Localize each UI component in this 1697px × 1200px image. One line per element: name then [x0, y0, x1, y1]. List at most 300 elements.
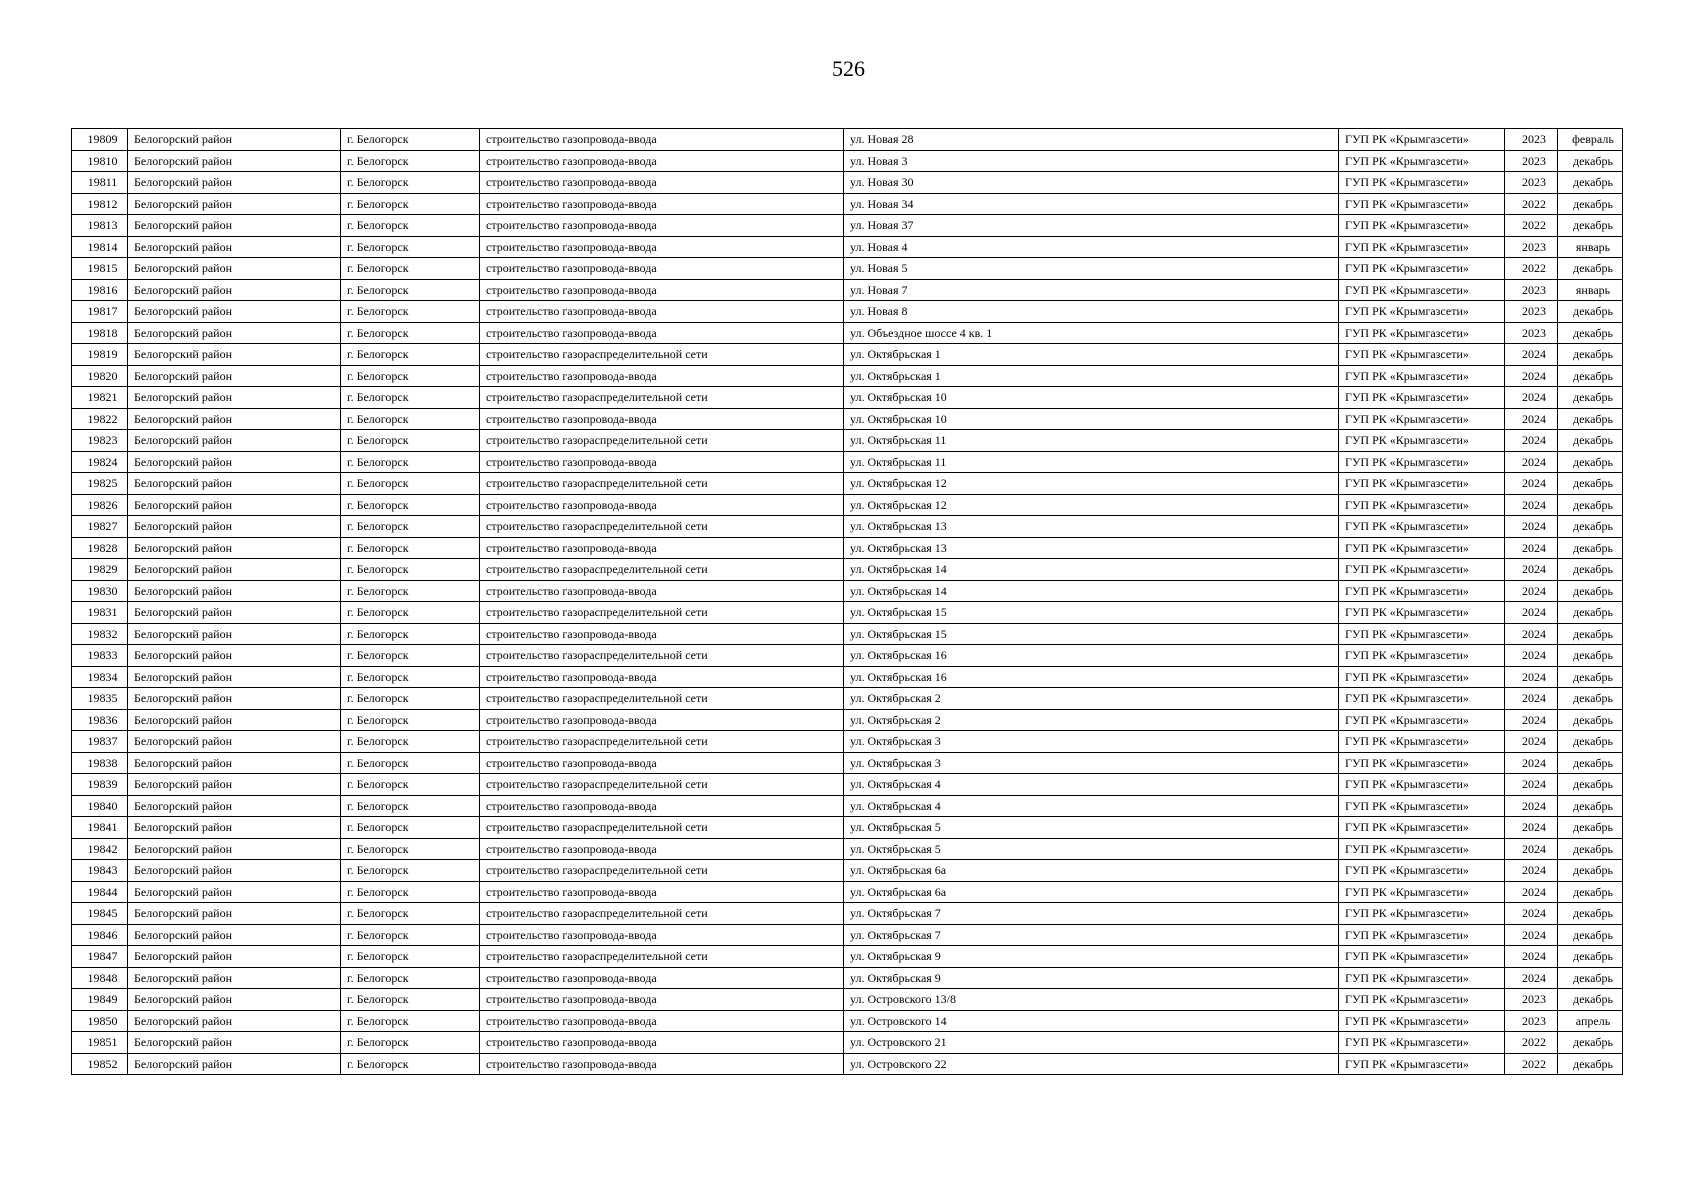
- cell-year: 2024: [1505, 924, 1558, 946]
- cell-organization: ГУП РК «Крымгазсети»: [1339, 645, 1505, 667]
- cell-organization: ГУП РК «Крымгазсети»: [1339, 1010, 1505, 1032]
- cell-month: декабрь: [1558, 172, 1623, 194]
- table-row: [72, 795, 1623, 817]
- cell-district: Белогорский район: [128, 752, 341, 774]
- cell-work-type: строительство газопровода-ввода: [480, 1010, 844, 1032]
- cell-address: ул. Новая 34: [844, 193, 1339, 215]
- cell-district: Белогорский район: [128, 1032, 341, 1054]
- cell-work-type: строительство газораспределительной сети: [480, 559, 844, 581]
- cell-work-type: строительство газораспределительной сети: [480, 645, 844, 667]
- cell-district: Белогорский район: [128, 946, 341, 968]
- cell-month: январь: [1558, 279, 1623, 301]
- cell-month: декабрь: [1558, 451, 1623, 473]
- cell-organization: ГУП РК «Крымгазсети»: [1339, 623, 1505, 645]
- cell-district: Белогорский район: [128, 645, 341, 667]
- cell-row-number: 19813: [72, 215, 128, 237]
- registry-table: [71, 128, 1623, 1075]
- cell-month: декабрь: [1558, 860, 1623, 882]
- cell-row-number: 19850: [72, 1010, 128, 1032]
- cell-locality: г. Белогорск: [341, 580, 480, 602]
- cell-district: Белогорский район: [128, 236, 341, 258]
- cell-year: 2023: [1505, 322, 1558, 344]
- cell-address: ул. Октябрьская 13: [844, 537, 1339, 559]
- table-row: [72, 236, 1623, 258]
- cell-row-number: 19825: [72, 473, 128, 495]
- cell-organization: ГУП РК «Крымгазсети»: [1339, 150, 1505, 172]
- table-row: [72, 903, 1623, 925]
- cell-address: ул. Октябрьская 13: [844, 516, 1339, 538]
- table-row: [72, 430, 1623, 452]
- cell-locality: г. Белогорск: [341, 301, 480, 323]
- cell-year: 2023: [1505, 236, 1558, 258]
- cell-year: 2023: [1505, 989, 1558, 1011]
- cell-locality: г. Белогорск: [341, 795, 480, 817]
- cell-locality: г. Белогорск: [341, 258, 480, 280]
- cell-month: декабрь: [1558, 365, 1623, 387]
- cell-address: ул. Октябрьская 16: [844, 666, 1339, 688]
- cell-work-type: строительство газопровода-ввода: [480, 172, 844, 194]
- cell-address: ул. Октябрьская 14: [844, 580, 1339, 602]
- table-row: [72, 150, 1623, 172]
- cell-locality: г. Белогорск: [341, 236, 480, 258]
- cell-row-number: 19827: [72, 516, 128, 538]
- cell-month: декабрь: [1558, 516, 1623, 538]
- cell-address: ул. Октябрьская 4: [844, 774, 1339, 796]
- cell-work-type: строительство газопровода-ввода: [480, 752, 844, 774]
- cell-work-type: строительство газопровода-ввода: [480, 258, 844, 280]
- cell-address: ул. Островского 14: [844, 1010, 1339, 1032]
- cell-district: Белогорский район: [128, 537, 341, 559]
- cell-address: ул. Октябрьская 3: [844, 752, 1339, 774]
- table-row: [72, 172, 1623, 194]
- cell-address: ул. Октябрьская 5: [844, 838, 1339, 860]
- cell-organization: ГУП РК «Крымгазсети»: [1339, 236, 1505, 258]
- cell-row-number: 19820: [72, 365, 128, 387]
- cell-month: декабрь: [1558, 709, 1623, 731]
- table-row: [72, 881, 1623, 903]
- cell-year: 2023: [1505, 129, 1558, 151]
- cell-organization: ГУП РК «Крымгазсети»: [1339, 774, 1505, 796]
- cell-address: ул. Октябрьская 12: [844, 494, 1339, 516]
- cell-locality: г. Белогорск: [341, 516, 480, 538]
- cell-year: 2024: [1505, 752, 1558, 774]
- table-row: [72, 258, 1623, 280]
- cell-locality: г. Белогорск: [341, 817, 480, 839]
- cell-locality: г. Белогорск: [341, 731, 480, 753]
- table-row: [72, 451, 1623, 473]
- table-row: [72, 989, 1623, 1011]
- cell-organization: ГУП РК «Крымгазсети»: [1339, 946, 1505, 968]
- cell-address: ул. Островского 13/8: [844, 989, 1339, 1011]
- cell-organization: ГУП РК «Крымгазсети»: [1339, 1053, 1505, 1075]
- cell-year: 2024: [1505, 408, 1558, 430]
- cell-locality: г. Белогорск: [341, 344, 480, 366]
- cell-work-type: строительство газораспределительной сети: [480, 946, 844, 968]
- cell-locality: г. Белогорск: [341, 451, 480, 473]
- cell-year: 2024: [1505, 430, 1558, 452]
- cell-district: Белогорский район: [128, 150, 341, 172]
- cell-year: 2024: [1505, 903, 1558, 925]
- table-row: [72, 279, 1623, 301]
- cell-month: декабрь: [1558, 903, 1623, 925]
- cell-row-number: 19830: [72, 580, 128, 602]
- cell-organization: ГУП РК «Крымгазсети»: [1339, 215, 1505, 237]
- cell-address: ул. Октябрьская 12: [844, 473, 1339, 495]
- cell-locality: г. Белогорск: [341, 408, 480, 430]
- table-row: [72, 193, 1623, 215]
- cell-district: Белогорский район: [128, 129, 341, 151]
- cell-row-number: 19812: [72, 193, 128, 215]
- cell-row-number: 19826: [72, 494, 128, 516]
- cell-month: декабрь: [1558, 494, 1623, 516]
- cell-district: Белогорский район: [128, 838, 341, 860]
- cell-work-type: строительство газопровода-ввода: [480, 623, 844, 645]
- cell-year: 2024: [1505, 709, 1558, 731]
- cell-work-type: строительство газопровода-ввода: [480, 795, 844, 817]
- cell-month: декабрь: [1558, 215, 1623, 237]
- cell-address: ул. Октябрьская 15: [844, 623, 1339, 645]
- cell-district: Белогорский район: [128, 430, 341, 452]
- cell-month: декабрь: [1558, 817, 1623, 839]
- cell-year: 2024: [1505, 623, 1558, 645]
- cell-row-number: 19839: [72, 774, 128, 796]
- cell-row-number: 19829: [72, 559, 128, 581]
- cell-organization: ГУП РК «Крымгазсети»: [1339, 387, 1505, 409]
- cell-address: ул. Новая 28: [844, 129, 1339, 151]
- cell-district: Белогорский район: [128, 301, 341, 323]
- cell-locality: г. Белогорск: [341, 752, 480, 774]
- cell-address: ул. Октябрьская 10: [844, 408, 1339, 430]
- cell-locality: г. Белогорск: [341, 709, 480, 731]
- table-row: [72, 688, 1623, 710]
- table-row: [72, 473, 1623, 495]
- table-row: [72, 215, 1623, 237]
- table-row: [72, 1010, 1623, 1032]
- cell-locality: г. Белогорск: [341, 903, 480, 925]
- cell-row-number: 19831: [72, 602, 128, 624]
- table-row: [72, 387, 1623, 409]
- cell-address: ул. Октябрьская 16: [844, 645, 1339, 667]
- cell-locality: г. Белогорск: [341, 129, 480, 151]
- cell-month: декабрь: [1558, 301, 1623, 323]
- table-row: [72, 967, 1623, 989]
- cell-row-number: 19833: [72, 645, 128, 667]
- cell-district: Белогорский район: [128, 279, 341, 301]
- cell-month: декабрь: [1558, 623, 1623, 645]
- cell-work-type: строительство газопровода-ввода: [480, 881, 844, 903]
- cell-organization: ГУП РК «Крымгазсети»: [1339, 172, 1505, 194]
- cell-district: Белогорский район: [128, 408, 341, 430]
- table-row: [72, 559, 1623, 581]
- cell-address: ул. Октябрьская 7: [844, 903, 1339, 925]
- cell-district: Белогорский район: [128, 903, 341, 925]
- cell-address: ул. Октябрьская 3: [844, 731, 1339, 753]
- cell-month: декабрь: [1558, 989, 1623, 1011]
- cell-locality: г. Белогорск: [341, 688, 480, 710]
- cell-month: декабрь: [1558, 1032, 1623, 1054]
- cell-address: ул. Новая 8: [844, 301, 1339, 323]
- cell-work-type: строительство газопровода-ввода: [480, 193, 844, 215]
- cell-organization: ГУП РК «Крымгазсети»: [1339, 731, 1505, 753]
- table-row: [72, 408, 1623, 430]
- cell-year: 2024: [1505, 451, 1558, 473]
- cell-row-number: 19823: [72, 430, 128, 452]
- cell-work-type: строительство газораспределительной сети: [480, 817, 844, 839]
- cell-organization: ГУП РК «Крымгазсети»: [1339, 344, 1505, 366]
- cell-month: декабрь: [1558, 967, 1623, 989]
- cell-year: 2024: [1505, 494, 1558, 516]
- cell-row-number: 19837: [72, 731, 128, 753]
- cell-row-number: 19822: [72, 408, 128, 430]
- cell-row-number: 19842: [72, 838, 128, 860]
- cell-work-type: строительство газопровода-ввода: [480, 365, 844, 387]
- cell-district: Белогорский район: [128, 709, 341, 731]
- cell-row-number: 19818: [72, 322, 128, 344]
- cell-organization: ГУП РК «Крымгазсети»: [1339, 301, 1505, 323]
- cell-locality: г. Белогорск: [341, 666, 480, 688]
- cell-year: 2024: [1505, 946, 1558, 968]
- cell-locality: г. Белогорск: [341, 774, 480, 796]
- cell-organization: ГУП РК «Крымгазсети»: [1339, 709, 1505, 731]
- cell-work-type: строительство газораспределительной сети: [480, 387, 844, 409]
- cell-locality: г. Белогорск: [341, 537, 480, 559]
- cell-locality: г. Белогорск: [341, 430, 480, 452]
- cell-year: 2024: [1505, 817, 1558, 839]
- cell-work-type: строительство газораспределительной сети: [480, 344, 844, 366]
- cell-month: декабрь: [1558, 1053, 1623, 1075]
- cell-row-number: 19819: [72, 344, 128, 366]
- cell-work-type: строительство газопровода-ввода: [480, 580, 844, 602]
- cell-locality: г. Белогорск: [341, 623, 480, 645]
- cell-year: 2024: [1505, 344, 1558, 366]
- cell-organization: ГУП РК «Крымгазсети»: [1339, 881, 1505, 903]
- cell-month: декабрь: [1558, 193, 1623, 215]
- cell-locality: г. Белогорск: [341, 1010, 480, 1032]
- cell-row-number: 19844: [72, 881, 128, 903]
- cell-month: декабрь: [1558, 408, 1623, 430]
- cell-row-number: 19811: [72, 172, 128, 194]
- cell-organization: ГУП РК «Крымгазсети»: [1339, 924, 1505, 946]
- cell-locality: г. Белогорск: [341, 494, 480, 516]
- cell-locality: г. Белогорск: [341, 989, 480, 1011]
- table-row: [72, 537, 1623, 559]
- cell-district: Белогорский район: [128, 215, 341, 237]
- cell-organization: ГУП РК «Крымгазсети»: [1339, 666, 1505, 688]
- cell-work-type: строительство газораспределительной сети: [480, 903, 844, 925]
- cell-year: 2024: [1505, 967, 1558, 989]
- cell-district: Белогорский район: [128, 494, 341, 516]
- cell-district: Белогорский район: [128, 172, 341, 194]
- cell-district: Белогорский район: [128, 1053, 341, 1075]
- cell-work-type: строительство газопровода-ввода: [480, 1032, 844, 1054]
- cell-work-type: строительство газопровода-ввода: [480, 279, 844, 301]
- cell-organization: ГУП РК «Крымгазсети»: [1339, 258, 1505, 280]
- cell-year: 2024: [1505, 387, 1558, 409]
- cell-row-number: 19838: [72, 752, 128, 774]
- table-row: [72, 731, 1623, 753]
- cell-year: 2024: [1505, 774, 1558, 796]
- page-number: 526: [832, 56, 865, 81]
- cell-organization: ГУП РК «Крымгазсети»: [1339, 494, 1505, 516]
- cell-row-number: 19834: [72, 666, 128, 688]
- cell-organization: ГУП РК «Крымгазсети»: [1339, 860, 1505, 882]
- cell-district: Белогорский район: [128, 774, 341, 796]
- cell-month: декабрь: [1558, 387, 1623, 409]
- cell-organization: ГУП РК «Крымгазсети»: [1339, 430, 1505, 452]
- cell-row-number: 19828: [72, 537, 128, 559]
- cell-row-number: 19843: [72, 860, 128, 882]
- table-row: [72, 946, 1623, 968]
- cell-year: 2024: [1505, 602, 1558, 624]
- cell-month: декабрь: [1558, 602, 1623, 624]
- cell-address: ул. Октябрьская 2: [844, 709, 1339, 731]
- cell-district: Белогорский район: [128, 516, 341, 538]
- cell-locality: г. Белогорск: [341, 150, 480, 172]
- table-row: [72, 817, 1623, 839]
- cell-district: Белогорский район: [128, 688, 341, 710]
- cell-work-type: строительство газопровода-ввода: [480, 129, 844, 151]
- table-row: [72, 344, 1623, 366]
- cell-address: ул. Новая 30: [844, 172, 1339, 194]
- cell-address: ул. Новая 4: [844, 236, 1339, 258]
- cell-row-number: 19816: [72, 279, 128, 301]
- table-row: [72, 709, 1623, 731]
- cell-organization: ГУП РК «Крымгазсети»: [1339, 602, 1505, 624]
- cell-organization: ГУП РК «Крымгазсети»: [1339, 408, 1505, 430]
- cell-row-number: 19815: [72, 258, 128, 280]
- cell-locality: г. Белогорск: [341, 215, 480, 237]
- cell-district: Белогорский район: [128, 193, 341, 215]
- cell-organization: ГУП РК «Крымгазсети»: [1339, 688, 1505, 710]
- cell-work-type: строительство газораспределительной сети: [480, 688, 844, 710]
- cell-locality: г. Белогорск: [341, 924, 480, 946]
- cell-year: 2023: [1505, 279, 1558, 301]
- cell-district: Белогорский район: [128, 623, 341, 645]
- cell-address: ул. Октябрьская 4: [844, 795, 1339, 817]
- table-row: [72, 580, 1623, 602]
- cell-organization: ГУП РК «Крымгазсети»: [1339, 129, 1505, 151]
- cell-organization: ГУП РК «Крымгазсети»: [1339, 559, 1505, 581]
- cell-district: Белогорский район: [128, 365, 341, 387]
- cell-locality: г. Белогорск: [341, 860, 480, 882]
- cell-address: ул. Октябрьская 15: [844, 602, 1339, 624]
- cell-organization: ГУП РК «Крымгазсети»: [1339, 967, 1505, 989]
- cell-locality: г. Белогорск: [341, 473, 480, 495]
- cell-district: Белогорский район: [128, 989, 341, 1011]
- cell-month: декабрь: [1558, 924, 1623, 946]
- cell-month: февраль: [1558, 129, 1623, 151]
- cell-locality: г. Белогорск: [341, 838, 480, 860]
- cell-locality: г. Белогорск: [341, 365, 480, 387]
- cell-district: Белогорский район: [128, 344, 341, 366]
- cell-locality: г. Белогорск: [341, 387, 480, 409]
- cell-organization: ГУП РК «Крымгазсети»: [1339, 795, 1505, 817]
- cell-organization: ГУП РК «Крымгазсети»: [1339, 989, 1505, 1011]
- cell-month: декабрь: [1558, 559, 1623, 581]
- cell-district: Белогорский район: [128, 1010, 341, 1032]
- table-body: [72, 129, 1623, 1075]
- cell-district: Белогорский район: [128, 924, 341, 946]
- cell-month: декабрь: [1558, 430, 1623, 452]
- cell-district: Белогорский район: [128, 580, 341, 602]
- cell-month: декабрь: [1558, 795, 1623, 817]
- cell-locality: г. Белогорск: [341, 881, 480, 903]
- cell-row-number: 19832: [72, 623, 128, 645]
- cell-work-type: строительство газопровода-ввода: [480, 215, 844, 237]
- cell-month: декабрь: [1558, 838, 1623, 860]
- cell-organization: ГУП РК «Крымгазсети»: [1339, 473, 1505, 495]
- cell-month: декабрь: [1558, 645, 1623, 667]
- cell-year: 2024: [1505, 580, 1558, 602]
- cell-locality: г. Белогорск: [341, 279, 480, 301]
- cell-address: ул. Октябрьская 9: [844, 967, 1339, 989]
- cell-year: 2024: [1505, 881, 1558, 903]
- cell-year: 2022: [1505, 1053, 1558, 1075]
- table-row: [72, 774, 1623, 796]
- cell-work-type: строительство газопровода-ввода: [480, 451, 844, 473]
- cell-row-number: 19848: [72, 967, 128, 989]
- table-row: [72, 666, 1623, 688]
- cell-row-number: 19835: [72, 688, 128, 710]
- cell-address: ул. Октябрьская 14: [844, 559, 1339, 581]
- cell-month: декабрь: [1558, 752, 1623, 774]
- cell-month: декабрь: [1558, 688, 1623, 710]
- cell-year: 2024: [1505, 795, 1558, 817]
- cell-month: декабрь: [1558, 322, 1623, 344]
- cell-locality: г. Белогорск: [341, 946, 480, 968]
- cell-row-number: 19852: [72, 1053, 128, 1075]
- table-row: [72, 602, 1623, 624]
- cell-year: 2024: [1505, 516, 1558, 538]
- cell-district: Белогорский район: [128, 602, 341, 624]
- table-row: [72, 322, 1623, 344]
- cell-address: ул. Октябрьская 9: [844, 946, 1339, 968]
- cell-row-number: 19849: [72, 989, 128, 1011]
- cell-year: 2023: [1505, 301, 1558, 323]
- table-row: [72, 129, 1623, 151]
- cell-work-type: строительство газораспределительной сети: [480, 430, 844, 452]
- cell-year: 2024: [1505, 559, 1558, 581]
- cell-year: 2024: [1505, 688, 1558, 710]
- cell-year: 2023: [1505, 172, 1558, 194]
- cell-address: ул. Октябрьская 7: [844, 924, 1339, 946]
- cell-address: ул. Октябрьская 6а: [844, 881, 1339, 903]
- cell-organization: ГУП РК «Крымгазсети»: [1339, 516, 1505, 538]
- table-row: [72, 1053, 1623, 1075]
- cell-district: Белогорский район: [128, 473, 341, 495]
- cell-district: Белогорский район: [128, 451, 341, 473]
- cell-organization: ГУП РК «Крымгазсети»: [1339, 322, 1505, 344]
- cell-district: Белогорский район: [128, 967, 341, 989]
- cell-month: декабрь: [1558, 537, 1623, 559]
- cell-month: декабрь: [1558, 344, 1623, 366]
- cell-row-number: 19841: [72, 817, 128, 839]
- cell-work-type: строительство газопровода-ввода: [480, 924, 844, 946]
- table-row: [72, 860, 1623, 882]
- cell-district: Белогорский район: [128, 559, 341, 581]
- cell-locality: г. Белогорск: [341, 1032, 480, 1054]
- cell-year: 2024: [1505, 645, 1558, 667]
- cell-work-type: строительство газопровода-ввода: [480, 150, 844, 172]
- cell-work-type: строительство газопровода-ввода: [480, 967, 844, 989]
- cell-work-type: строительство газораспределительной сети: [480, 860, 844, 882]
- cell-district: Белогорский район: [128, 860, 341, 882]
- cell-address: ул. Октябрьская 10: [844, 387, 1339, 409]
- cell-row-number: 19814: [72, 236, 128, 258]
- cell-month: декабрь: [1558, 881, 1623, 903]
- cell-year: 2024: [1505, 838, 1558, 860]
- cell-address: ул. Октябрьская 11: [844, 430, 1339, 452]
